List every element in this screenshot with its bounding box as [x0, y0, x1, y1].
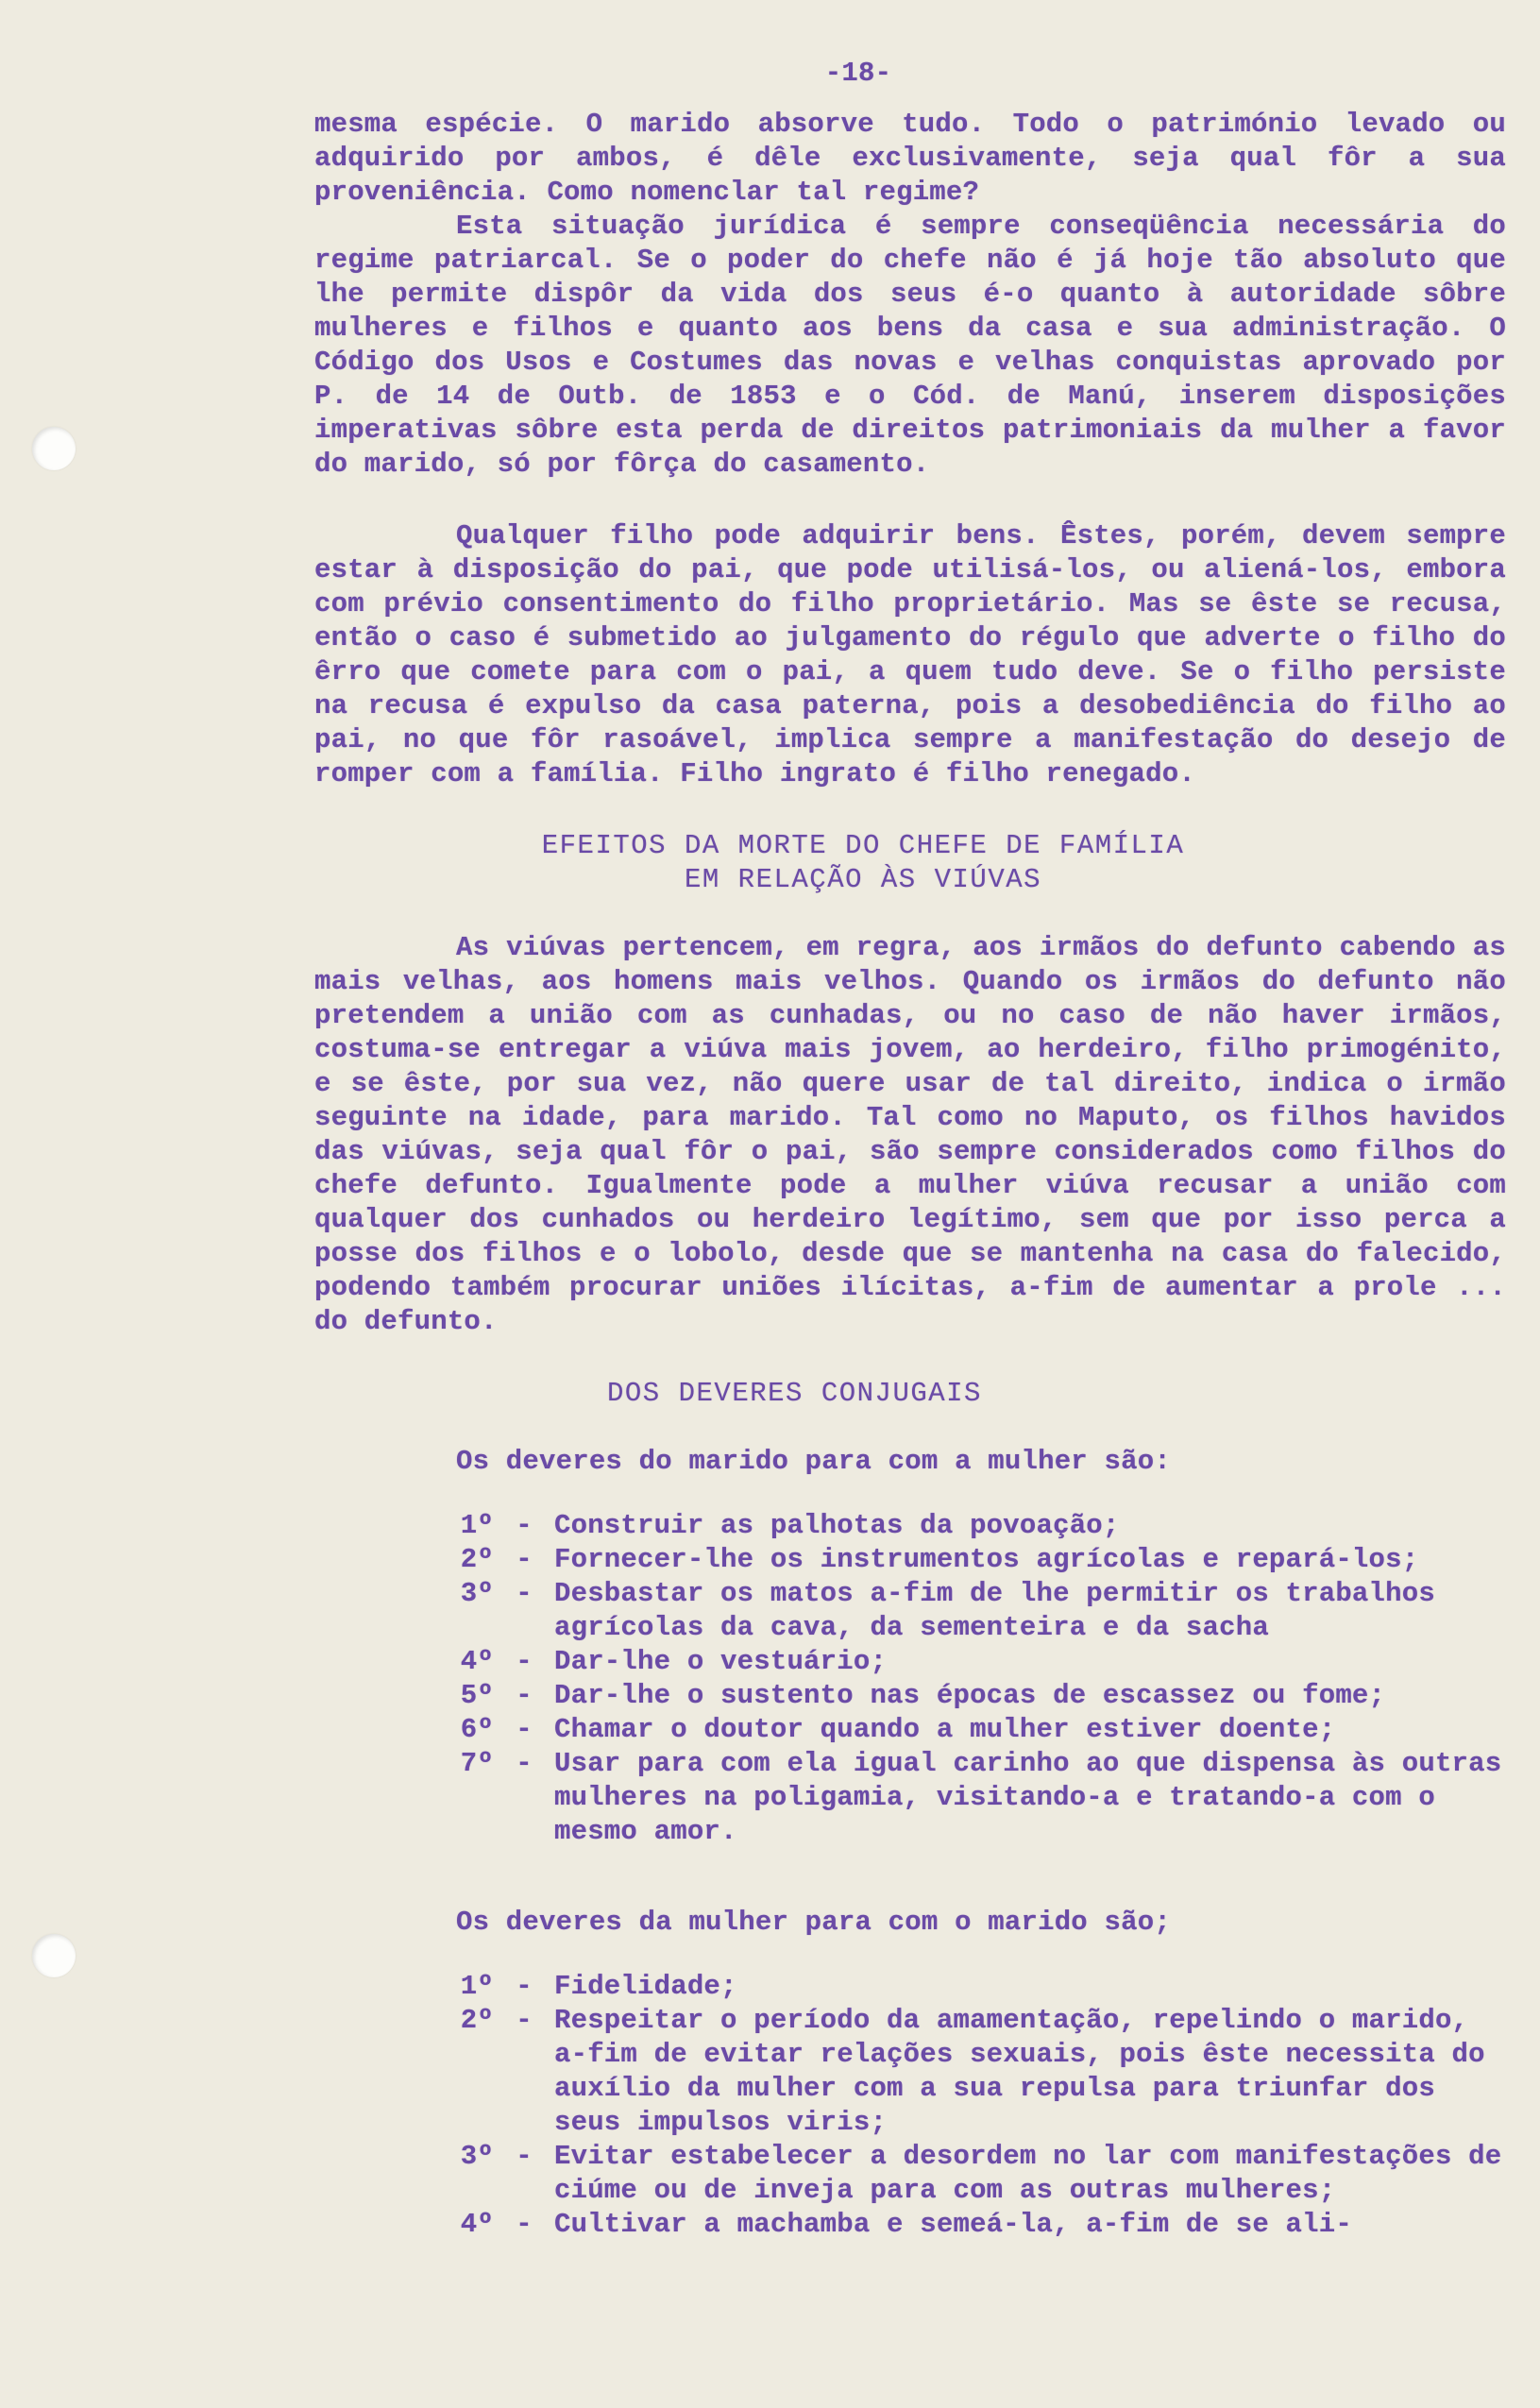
husband-duty-item: [314, 1713, 1506, 1747]
wife-duty-item: [314, 2208, 1506, 2242]
duty-dash: -: [516, 2005, 533, 2036]
husband-duty-item: [314, 1747, 1506, 1849]
wife-duties-intro: Os deveres da mulher para com o marido são;: [456, 1907, 1171, 1938]
duty-text: Chamar o doutor quando a mulher estiver doente;: [554, 1714, 1336, 1745]
punch-hole-bottom: [32, 1934, 76, 1977]
page-content: [314, 57, 1506, 2298]
section-heading-duties: DOS DEVERES CONJUGAIS: [607, 1378, 982, 1409]
duty-dash: -: [516, 1510, 533, 1541]
duty-text: Desbastar os matos a-fim de lhe permitir os trabalhos agrícolas da cava, da sementeira e da sacha: [554, 1578, 1435, 1643]
duty-dash: -: [516, 1971, 533, 2002]
duty-number: 6º: [460, 1714, 494, 1745]
husband-duties-intro: Os deveres do marido para com a mulher são:: [456, 1446, 1171, 1477]
page-number: -18-: [824, 58, 892, 89]
wife-duty-item: [314, 1970, 1506, 2004]
husband-duty-item: [314, 1543, 1506, 1577]
duty-number: 5º: [460, 1680, 494, 1711]
husband-duty-item: [314, 1509, 1506, 1543]
husband-duties-list: [314, 1509, 1506, 1849]
section-heading-widows: [314, 829, 1506, 897]
duty-dash: -: [516, 2209, 533, 2240]
duty-dash: -: [516, 1748, 533, 1779]
duty-number: 1º: [460, 1510, 494, 1541]
duty-text: Usar para com ela igual carinho ao que dispensa às outras mulheres na poligamia, visitando-a e tratando-a com o mesmo amor.: [554, 1748, 1502, 1847]
wife-duty-item: [314, 2004, 1506, 2140]
heading-line-2: EM RELAÇÃO ÀS VIÚVAS: [684, 864, 1042, 895]
duty-number: 4º: [460, 2209, 494, 2240]
paragraph-regime-question: mesma espécie. O marido absorve tudo. Todo o património levado ou adquirido por ambos, é dêle exclusivamente, seja qual fôr a sua proveniência. Como nomenclar tal regime?: [314, 109, 1506, 208]
duty-dash: -: [516, 1714, 533, 1745]
duty-number: 2º: [460, 2005, 494, 2036]
duty-text: Evitar estabelecer a desordem no lar com manifestações de ciúme ou de inveja para com as outras mulheres;: [554, 2141, 1502, 2206]
duty-text: Dar-lhe o vestuário;: [554, 1646, 888, 1677]
duty-number: 3º: [460, 2141, 494, 2172]
duty-number: 3º: [460, 1578, 494, 1609]
duty-dash: -: [516, 1646, 533, 1677]
duty-number: 7º: [460, 1748, 494, 1779]
husband-duty-item: [314, 1577, 1506, 1645]
heading-line-1: EFEITOS DA MORTE DO CHEFE DE FAMÍLIA: [541, 830, 1185, 861]
wife-duties-list: [314, 1970, 1506, 2242]
duty-text: Cultivar a machamba e semeá-la, a-fim de se ali-: [554, 2209, 1352, 2240]
paragraph-widows: As viúvas pertencem, em regra, aos irmãos do defunto cabendo as mais velhas, aos homens mais velhos. Quando os irmãos do defunto não pretendem a união com as cunhadas, ou no caso de não haver irmãos, costuma-se entregar a viúva mais jovem, ao herdeiro, filho primogénito, e se êste, por sua vez, não quere usar de tal direito, indica o irmão seguinte na idade, para marido. Tal como no Maputo, os filhos havidos das viúvas, seja qual fôr o pai, são sempre considerados como filhos do chefe defunto. Igualmente pode a mulher viúva recusar a união com qualquer dos cunhados ou herdeiro legítimo, sem que por isso perca a posse dos filhos e o lobolo, desde que se mantenha na casa do falecido, podendo também procurar uniões ilícitas, a-fim de aumentar a prole ... do defunto.: [314, 932, 1506, 1337]
duty-dash: -: [516, 1680, 533, 1711]
paragraph-patriarchal-regime: Esta situação jurídica é sempre conseqüência necessária do regime patriarcal. Se o poder do chefe não é já hoje tão absoluto que lhe permite dispôr da vida dos seus é-o quanto à autoridade sôbre mulheres e filhos e quanto aos bens da casa e sua administração. O Código dos Usos e Costumes das novas e velhas conquistas aprovado por P. de 14 de Outb. de 1853 e o Cód. de Manú, inserem disposições imperativas sôbre esta perda de direitos patrimoniais da mulher a favor do marido, só por fôrça do casamento.: [314, 211, 1506, 480]
duty-number: 1º: [460, 1971, 494, 2002]
paragraph-son-property: Qualquer filho pode adquirir bens. Êstes, porém, devem sempre estar à disposição do pai, que pode utilisá-los, ou aliená-los, embora com prévio consentimento do filho proprietário. Mas se êste se recusa, então o caso é submetido ao julgamento do régulo que adverte o filho do êrro que comete para com o pai, a quem tudo deve. Se o filho persiste na recusa é expulso da casa paterna, pois a desobediência do filho ao pai, no que fôr rasoável, implica sempre a manifestação do desejo de romper com a família. Filho ingrato é filho renegado.: [314, 520, 1506, 789]
duty-number: 4º: [460, 1646, 494, 1677]
duty-text: Construir as palhotas da povoação;: [554, 1510, 1120, 1541]
husband-duty-item: [314, 1679, 1506, 1713]
duty-number: 2º: [460, 1544, 494, 1575]
duty-text: Fidelidade;: [554, 1971, 737, 2002]
duty-dash: -: [516, 1544, 533, 1575]
punch-hole-top: [32, 427, 76, 470]
duty-dash: -: [516, 1578, 533, 1609]
wife-duty-item: [314, 2140, 1506, 2208]
husband-duty-item: [314, 1645, 1506, 1679]
duty-text: Dar-lhe o sustento nas épocas de escassez ou fome;: [554, 1680, 1386, 1711]
duty-text: Fornecer-lhe os instrumentos agrícolas e repará-los;: [554, 1544, 1419, 1575]
duty-text: Respeitar o período da amamentação, repelindo o marido, a-fim de evitar relações sexuais, pois êste necessita do auxílio da mulher com a sua repulsa para triunfar dos seus impulsos viris;: [554, 2005, 1485, 2138]
duty-dash: -: [516, 2141, 533, 2172]
